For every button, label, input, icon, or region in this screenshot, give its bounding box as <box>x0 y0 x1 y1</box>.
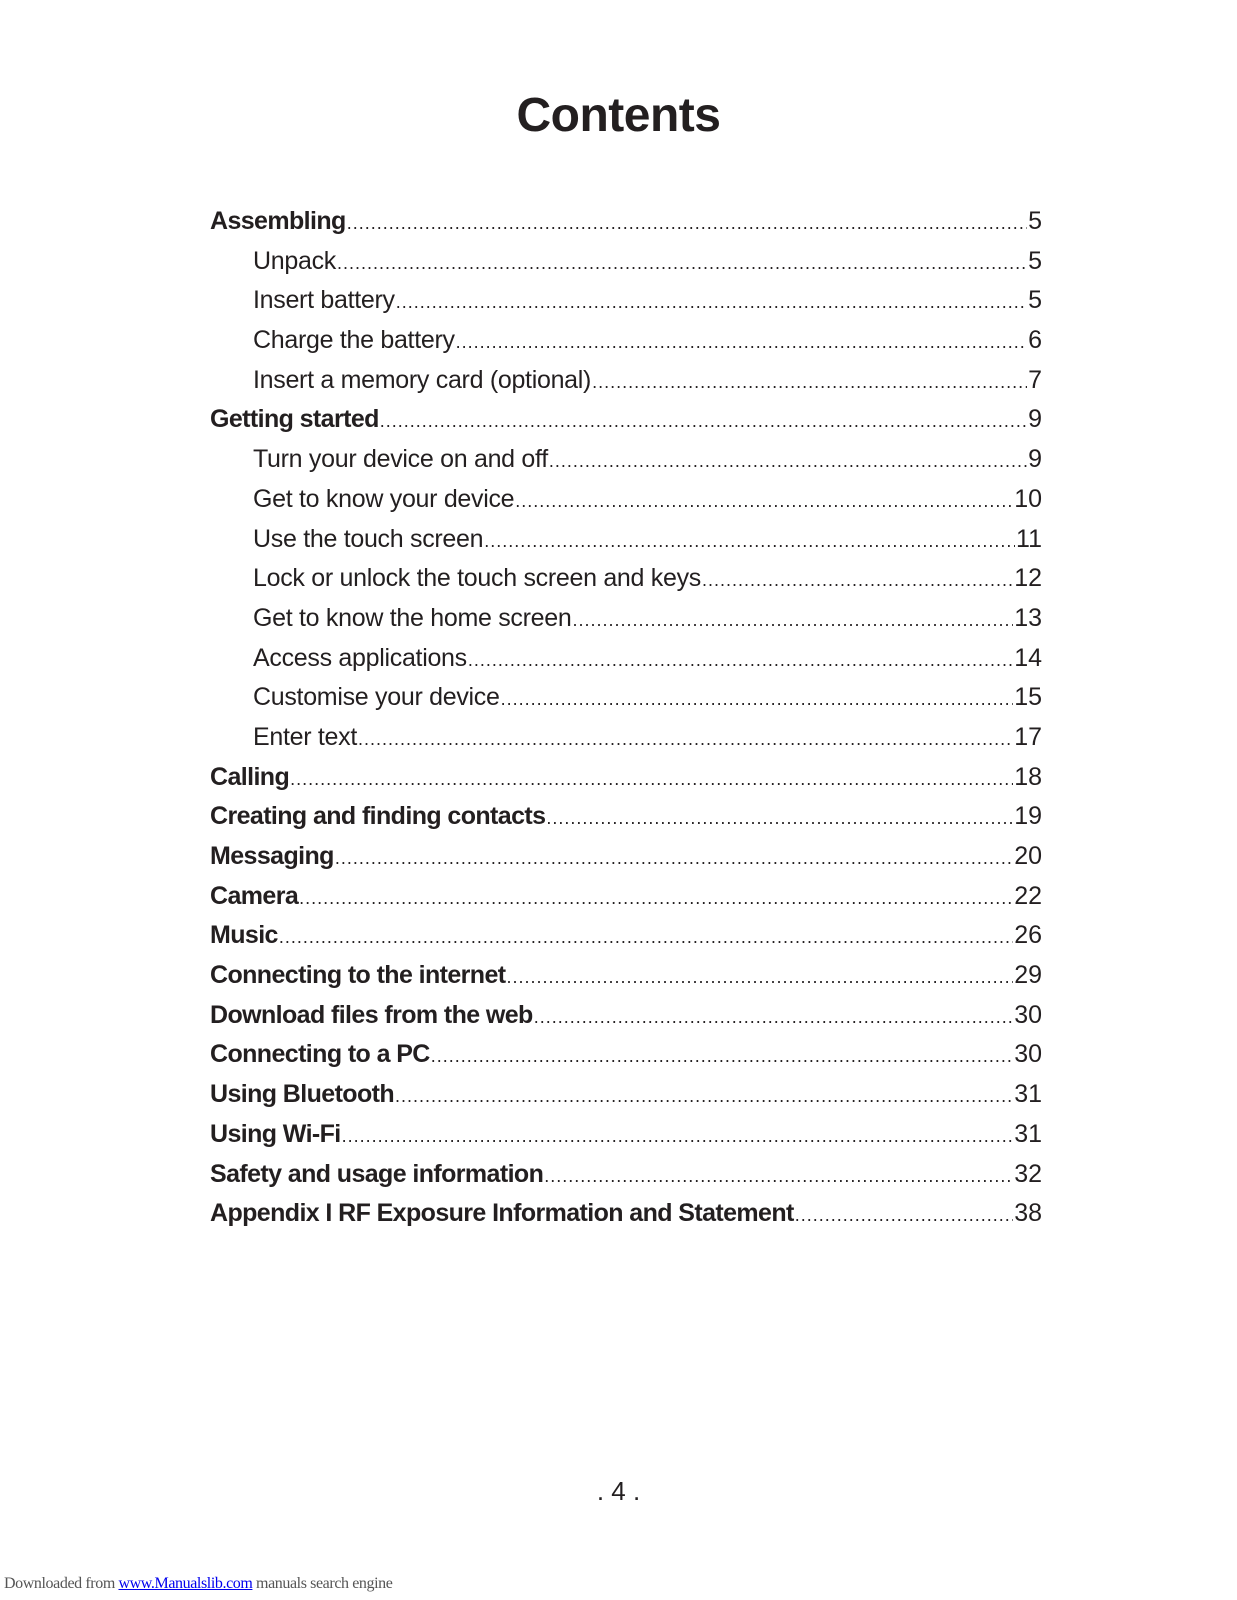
footer-suffix: manuals search engine <box>252 1575 393 1592</box>
toc-entry-page-number: 5 <box>1028 207 1042 235</box>
table-of-contents <box>210 202 1042 1234</box>
toc-subsection-entry[interactable] <box>210 559 1042 599</box>
toc-entry-page-number: 6 <box>1028 326 1042 355</box>
dot-leader <box>795 1196 1013 1234</box>
dot-leader <box>507 958 1014 996</box>
toc-subsection-entry[interactable] <box>210 639 1042 679</box>
page-title: Contents <box>516 89 721 142</box>
toc-entry-title: Safety and usage information <box>210 1159 544 1188</box>
toc-entry-title: Get to know the home screen <box>253 603 572 632</box>
toc-subsection-entry[interactable] <box>210 281 1042 321</box>
toc-section-entry[interactable] <box>210 202 1042 242</box>
toc-entry-title: Charge the battery <box>253 326 455 355</box>
toc-entry-title: Get to know your device <box>253 484 515 513</box>
toc-entry-page-number: 14 <box>1014 643 1042 672</box>
toc-entry-title: Use the touch screen <box>253 524 484 553</box>
toc-entry-title: Camera <box>210 881 299 910</box>
toc-entry-page-number: 9 <box>1028 445 1042 474</box>
toc-section-entry[interactable] <box>210 877 1042 917</box>
toc-subsection-entry[interactable] <box>210 321 1042 361</box>
toc-entry-page-number: 18 <box>1014 762 1042 791</box>
toc-entry-title: Calling <box>210 762 290 791</box>
toc-entry-title: Music <box>210 921 278 950</box>
toc-section-entry[interactable] <box>210 1115 1042 1155</box>
toc-entry-title: Access applications <box>253 643 467 672</box>
toc-section-entry[interactable] <box>210 400 1042 440</box>
toc-section-entry[interactable] <box>210 1194 1042 1234</box>
toc-section-entry[interactable] <box>210 996 1042 1036</box>
toc-entry-page-number: 20 <box>1014 842 1042 870</box>
toc-entry-page-number: 5 <box>1028 286 1042 315</box>
toc-entry-title: Using Bluetooth <box>210 1080 395 1109</box>
toc-entry-page-number: 9 <box>1028 405 1042 434</box>
manualslib-link[interactable]: www.Manualslib.com <box>118 1575 253 1592</box>
toc-entry-page-number: 13 <box>1014 603 1042 632</box>
dot-leader <box>546 799 1013 837</box>
dot-leader <box>534 998 1013 1036</box>
dot-leader <box>358 720 1013 758</box>
page-number: . 4 . <box>596 1476 641 1506</box>
dot-leader <box>456 323 1027 361</box>
toc-entry-page-number: 30 <box>1014 1040 1042 1069</box>
toc-section-entry[interactable] <box>210 758 1042 798</box>
toc-entry-page-number: 31 <box>1014 1119 1042 1148</box>
toc-entry-page-number: 12 <box>1014 564 1042 593</box>
footer-prefix: Downloaded from <box>4 1575 119 1592</box>
dot-leader <box>572 601 1013 639</box>
dot-leader <box>501 680 1014 718</box>
dot-leader <box>395 1077 1013 1115</box>
toc-entry-page-number: 7 <box>1028 365 1042 394</box>
toc-subsection-entry[interactable] <box>210 520 1042 560</box>
dot-leader <box>702 561 1013 599</box>
toc-entry-title: Lock or unlock the touch screen and keys <box>253 564 701 593</box>
toc-section-entry[interactable] <box>210 1155 1042 1195</box>
toc-entry-title: Appendix I RF Exposure Information and Statement <box>210 1199 794 1228</box>
dot-leader <box>549 442 1027 480</box>
toc-subsection-entry[interactable] <box>210 242 1042 282</box>
dot-leader <box>484 522 1015 560</box>
toc-subsection-entry[interactable] <box>210 718 1042 758</box>
dot-leader <box>279 918 1013 956</box>
dot-leader <box>290 760 1013 798</box>
toc-entry-page-number: 32 <box>1014 1159 1042 1188</box>
toc-entry-page-number: 5 <box>1028 246 1042 275</box>
toc-subsection-entry[interactable] <box>210 440 1042 480</box>
dot-leader <box>335 839 1013 877</box>
dot-leader <box>515 482 1013 520</box>
toc-entry-title: Insert battery <box>253 286 395 315</box>
toc-entry-title: Assembling <box>210 207 346 235</box>
toc-section-entry[interactable] <box>210 797 1042 837</box>
toc-section-entry[interactable] <box>210 956 1042 996</box>
dot-leader <box>380 402 1027 440</box>
dot-leader <box>431 1037 1013 1075</box>
toc-entry-title: Insert a memory card (optional) <box>253 365 592 394</box>
toc-entry-page-number: 19 <box>1014 802 1042 831</box>
toc-subsection-entry[interactable] <box>210 678 1042 718</box>
toc-entry-page-number: 17 <box>1014 722 1042 751</box>
toc-entry-page-number: 30 <box>1014 1000 1042 1029</box>
toc-entry-title: Turn your device on and off <box>253 445 548 474</box>
toc-entry-page-number: 38 <box>1014 1199 1042 1228</box>
toc-entry-page-number: 31 <box>1014 1080 1042 1109</box>
toc-entry-page-number: 29 <box>1014 961 1042 990</box>
toc-subsection-entry[interactable] <box>210 599 1042 639</box>
toc-entry-page-number: 10 <box>1014 484 1042 513</box>
dot-leader <box>299 879 1013 917</box>
toc-entry-title: Connecting to the internet <box>210 961 506 990</box>
toc-section-entry[interactable] <box>210 916 1042 956</box>
toc-entry-page-number: 11 <box>1016 524 1042 553</box>
toc-section-entry[interactable] <box>210 1035 1042 1075</box>
toc-entry-page-number: 26 <box>1014 921 1042 950</box>
toc-entry-page-number: 22 <box>1014 881 1042 910</box>
dot-leader <box>396 283 1027 321</box>
toc-entry-title: Customise your device <box>253 683 500 712</box>
toc-entry-title: Using Wi-Fi <box>210 1119 341 1148</box>
toc-subsection-entry[interactable] <box>210 361 1042 401</box>
dot-leader <box>544 1157 1013 1195</box>
dot-leader <box>342 1117 1014 1155</box>
dot-leader <box>592 363 1027 401</box>
toc-entry-title: Download files from the web <box>210 1000 533 1029</box>
toc-entry-title: Getting started <box>210 405 379 434</box>
toc-entry-title: Unpack <box>253 246 336 275</box>
toc-section-entry[interactable] <box>210 837 1042 877</box>
toc-entry-page-number: 15 <box>1014 683 1042 712</box>
toc-entry-title: Connecting to a PC <box>210 1040 430 1069</box>
toc-subsection-entry[interactable] <box>210 480 1042 520</box>
toc-entry-title: Enter text <box>253 722 357 751</box>
dot-leader <box>347 204 1027 242</box>
dot-leader <box>337 244 1027 282</box>
dot-leader <box>468 641 1013 679</box>
toc-entry-title: Messaging <box>210 842 334 870</box>
footer <box>4 1575 392 1593</box>
toc-entry-title: Creating and finding contacts <box>210 802 546 831</box>
toc-section-entry[interactable] <box>210 1075 1042 1115</box>
